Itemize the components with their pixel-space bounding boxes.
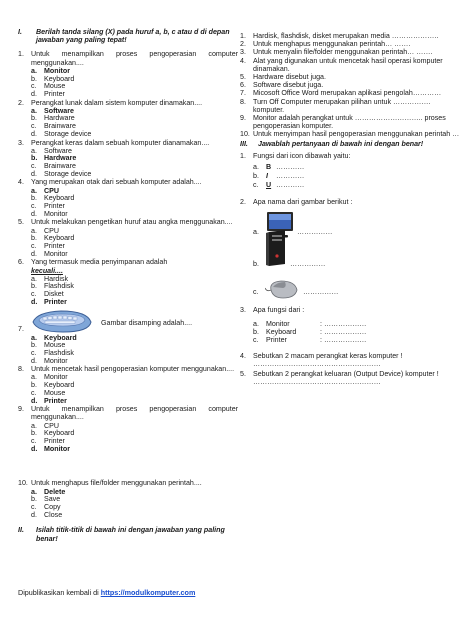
mouse-image (265, 278, 301, 300)
question-6 (18, 258, 238, 305)
fill-in-item (240, 130, 462, 138)
question-options (31, 187, 238, 218)
question-9 (18, 405, 238, 452)
option-letter: a. (31, 274, 37, 283)
option-text: Delete (44, 487, 66, 496)
option-text: Flashdisk (44, 348, 74, 357)
option-c[interactable] (31, 202, 238, 210)
option-text: Brainware (44, 122, 76, 131)
fill-in-item (240, 32, 462, 40)
question-row (18, 405, 238, 421)
section-1-number: I. (18, 28, 22, 36)
option-text: Monitor (44, 209, 68, 218)
question-4 (18, 178, 238, 217)
essay-question-5 (240, 370, 462, 378)
fill-in-number: 10. (240, 130, 250, 139)
essay-2-c-letter: c. (253, 288, 259, 297)
question-text: Untuk mencetak hasil pengoperasian komputer menggunakan.... (31, 365, 235, 374)
option-letter: a. (31, 186, 37, 195)
question-text: Untuk melakukan pengetikan huruf atau angka menggunakan.... (31, 218, 233, 227)
essay-4-answer-line: ……………………………………………… (253, 359, 381, 368)
option-b[interactable] (31, 341, 238, 349)
fill-in-text: Untuk menyimpan hasil pengoperasian menggunakan perintah … (253, 130, 460, 139)
option-b[interactable] (31, 282, 238, 290)
option-text: Brainware (44, 162, 76, 171)
option-c[interactable] (31, 349, 238, 357)
fill-in-text: Micosoft Office Word merupakan aplikasi pengolah………… (253, 89, 442, 98)
fill-in-item (240, 57, 462, 73)
question-options (31, 488, 238, 519)
fill-in-list (240, 32, 462, 139)
question-options (31, 147, 238, 178)
fill-in-item (240, 114, 462, 130)
option-c[interactable] (31, 162, 238, 170)
question-row (18, 178, 238, 186)
option-letter: b. (31, 381, 37, 390)
option-b[interactable] (31, 114, 238, 122)
essay-2-number: 2. (240, 198, 246, 207)
option-letter: c. (31, 388, 37, 397)
section-3-heading (240, 140, 462, 148)
essay-2-c-answer: …………… (303, 288, 339, 297)
question-row (18, 139, 238, 147)
fill-in-number: 7. (240, 89, 246, 98)
question-number: 1. (18, 50, 24, 59)
option-text: Printer (44, 202, 65, 211)
option-letter: b. (31, 154, 38, 163)
question-row (18, 99, 238, 107)
question-text: Yang merupakan otak dari sebuah komputer adalah.... (31, 178, 202, 187)
fill-in-text: Untuk menyalin file/folder menggunakan perintah… ……. (253, 48, 433, 57)
question-1 (18, 50, 238, 97)
question-row (18, 365, 238, 373)
option-letter: d. (31, 169, 37, 178)
option-letter: d. (31, 396, 38, 405)
section-1-instruction: Berilah tanda silang (X) pada huruf a, b, c atau d di depan jawaban yang paling tepat! (36, 28, 230, 45)
option-text: Keyboard (44, 74, 75, 83)
fill-in-number: 5. (240, 73, 246, 82)
essay-2-images (253, 206, 462, 304)
question-number: 5. (18, 218, 24, 227)
option-c[interactable] (31, 122, 238, 130)
option-letter: d. (31, 297, 38, 306)
option-a[interactable] (31, 187, 238, 195)
option-text: Mouse (44, 388, 66, 397)
mcq-list-1 (18, 50, 238, 305)
option-text: Printer (44, 396, 67, 405)
cpu-tower-image (265, 230, 287, 268)
option-d[interactable] (31, 298, 238, 306)
option-b[interactable] (31, 194, 238, 202)
function-item (253, 328, 462, 336)
option-a[interactable] (31, 373, 238, 381)
essay-question-1 (240, 152, 462, 160)
question-kecuali-line (31, 267, 238, 275)
option-c[interactable] (31, 242, 238, 250)
option-text: Copy (44, 502, 61, 511)
option-letter: c. (31, 437, 37, 446)
fill-in-number: 4. (240, 56, 246, 65)
option-letter: d. (31, 129, 37, 138)
fill-in-item (240, 89, 462, 97)
essay-3-number: 3. (240, 306, 246, 315)
essay-4-number: 4. (240, 351, 246, 360)
function-device: Printer (266, 335, 287, 344)
option-a[interactable] (31, 334, 238, 342)
question-row (18, 479, 238, 487)
option-text: Keyboard (44, 381, 75, 390)
section-2-heading (18, 526, 238, 542)
essay-5-text: Sebutkan 2 perangkat keluaran (Output Device) komputer ! (253, 369, 439, 378)
function-item (253, 336, 462, 344)
option-letter: b. (31, 114, 37, 123)
fill-in-item (240, 48, 462, 56)
question-2 (18, 99, 238, 138)
option-a[interactable] (31, 275, 238, 283)
option-letter: d. (31, 356, 37, 365)
function-answer: : ……………… (320, 328, 367, 337)
essay-2-item-c (253, 278, 338, 300)
option-letter: b. (31, 429, 37, 438)
option-letter: a. (31, 421, 37, 430)
option-text: Monitor (44, 444, 71, 453)
option-c[interactable] (31, 437, 238, 445)
format-icon-letter: a. (253, 163, 259, 172)
option-b[interactable] (31, 381, 238, 389)
option-text: Disket (44, 290, 64, 299)
option-letter: c. (31, 82, 37, 91)
essay-2-b-letter: b. (253, 260, 259, 269)
option-text: Keyboard (44, 333, 77, 342)
option-d[interactable] (31, 250, 238, 258)
question-row (18, 218, 238, 226)
question-options (31, 275, 238, 306)
question-number: 9. (18, 405, 24, 414)
question-options (31, 373, 238, 404)
option-b[interactable] (31, 429, 238, 437)
option-letter: c. (31, 502, 37, 511)
fill-in-text: Software disebut juga. (253, 81, 324, 90)
option-text: CPU (44, 186, 59, 195)
essay-2-b-answer: …………… (290, 260, 326, 269)
function-list (253, 320, 462, 343)
fill-in-item (240, 40, 462, 48)
option-letter: c. (31, 348, 37, 357)
essay-4-text: Sebutkan 2 macam perangkat keras komputer ! (253, 351, 403, 360)
question-3 (18, 139, 238, 178)
question-text: Perangkat keras dalam sebuah komputer dianamakan.... (31, 138, 210, 147)
question-number: 4. (18, 178, 24, 187)
function-item (253, 320, 462, 328)
essay-2-a-letter: a. (253, 228, 259, 237)
option-c[interactable] (31, 290, 238, 298)
option-b[interactable] (31, 154, 238, 162)
option-letter: b. (31, 74, 37, 83)
format-icon-item (253, 172, 462, 181)
format-icon-item (253, 163, 462, 172)
option-text: Mouse (44, 341, 66, 350)
essay-3-text: Apa fungsi dari : (253, 306, 305, 315)
format-icon-letter: b. (253, 172, 259, 181)
option-c[interactable] (31, 389, 238, 397)
essay-1-text: Fungsi dari icon dibawah yaitu: (253, 151, 351, 160)
format-icon-answer: ………… (276, 163, 305, 172)
section-3-number: III. (240, 139, 248, 148)
question-7-number: 7. (18, 325, 24, 334)
question-emphasis: kecuali.... (31, 266, 63, 275)
question-options (31, 227, 238, 258)
option-text: Monitor (44, 249, 68, 258)
question-7-options (31, 334, 238, 365)
question-text: Yang termasuk media penyimpanan adalah (31, 258, 168, 267)
section-3-instruction: Jawablah pertanyaan di bawah ini dengan benar! (258, 139, 424, 148)
option-d[interactable] (31, 397, 238, 405)
function-device: Keyboard (266, 328, 297, 337)
option-text: CPU (44, 421, 59, 430)
function-letter: c. (253, 335, 259, 344)
option-b[interactable] (31, 75, 238, 83)
option-letter: c. (31, 122, 37, 131)
option-b[interactable] (31, 234, 238, 242)
right-column (240, 32, 462, 386)
option-a[interactable] (31, 107, 238, 115)
option-text: Hardware (44, 114, 75, 123)
option-c[interactable] (31, 503, 238, 511)
option-text: Keyboard (44, 429, 75, 438)
fill-in-number: 3. (240, 48, 246, 57)
option-letter: a. (31, 146, 37, 155)
format-icon-answer: ………… (276, 181, 305, 190)
option-letter: c. (31, 202, 37, 211)
option-text: Storage device (44, 169, 92, 178)
question-number: 10. (18, 479, 28, 488)
option-letter: d. (31, 510, 37, 519)
keyboard-image (31, 308, 93, 334)
option-b[interactable] (31, 495, 238, 503)
function-letter: a. (253, 320, 259, 329)
option-letter: c. (31, 242, 37, 250)
option-a[interactable] (31, 67, 238, 75)
function-answer: : ……………… (320, 320, 367, 329)
question-10 (18, 479, 238, 518)
fill-in-text: Monitor adalah perangkat untuk ……………………….. proses pengoperasian komputer. (253, 114, 446, 131)
option-text: CPU (44, 226, 59, 235)
option-letter: a. (31, 333, 37, 342)
mcq-list-3 (18, 479, 238, 518)
section-1-heading (18, 28, 238, 44)
option-text: Software (44, 146, 72, 155)
option-text: Printer (44, 242, 65, 250)
essay-5-number: 5. (240, 369, 246, 378)
option-a[interactable] (31, 422, 238, 430)
fill-in-text: Turn Off Computer merupakan pilihan untuk ……………. komputer. (253, 97, 431, 114)
format-icon-u: U (266, 181, 272, 190)
option-letter: b. (31, 194, 37, 203)
question-options (31, 107, 238, 138)
format-icon-i: I (266, 172, 268, 181)
question-number: 2. (18, 98, 24, 107)
function-device: Monitor (266, 320, 290, 329)
option-a[interactable] (31, 147, 238, 155)
question-number: 3. (18, 138, 24, 147)
option-text: Software (44, 106, 74, 115)
option-text: Keyboard (44, 194, 75, 203)
option-letter: d. (31, 249, 37, 258)
format-icon-list (253, 163, 462, 190)
option-letter: d. (31, 444, 38, 453)
question-row (18, 50, 238, 66)
essay-question-4 (240, 352, 462, 360)
option-text: Mouse (44, 82, 66, 91)
option-text: Printer (44, 297, 67, 306)
option-letter: c. (31, 162, 37, 171)
format-icon-answer: ………… (276, 172, 305, 181)
option-d[interactable] (31, 210, 238, 218)
essay-question-3 (240, 306, 462, 314)
question-text: Perangkat lunak dalam sistem komputer dinamakan.... (31, 98, 203, 107)
fill-in-item (240, 81, 462, 89)
essay-2-item-b (253, 260, 325, 268)
essay-1-number: 1. (240, 151, 246, 160)
fill-in-item (240, 98, 462, 114)
section-2-number: II. (18, 526, 24, 535)
fill-in-number: 8. (240, 97, 246, 106)
option-text: Printer (44, 89, 65, 98)
fill-in-item (240, 73, 462, 81)
option-d[interactable] (31, 445, 238, 453)
option-letter: a. (31, 106, 37, 115)
option-letter: b. (31, 234, 37, 243)
option-text: Monitor (44, 66, 71, 75)
option-text: Hardware (44, 154, 77, 163)
essay-2-a-answer: …………… (297, 228, 333, 237)
mcq-list-2 (18, 365, 238, 452)
option-letter: a. (31, 226, 37, 235)
option-letter: b. (31, 282, 37, 291)
option-text: Storage device (44, 129, 92, 138)
option-letter: a. (31, 487, 37, 496)
question-8 (18, 365, 238, 404)
option-text: Hardisk (44, 274, 69, 283)
fill-in-text: Untuk menghapus menggunakan perintah… ……. (253, 40, 411, 49)
question-text: Untuk menampilkan proses pengoperasian computer menggunakan.... (31, 50, 238, 67)
fill-in-number: 2. (240, 40, 246, 49)
footer-prefix: Dipublikasikan kembali di (18, 588, 101, 597)
option-d[interactable] (31, 357, 238, 365)
question-options (31, 422, 238, 453)
option-text: Monitor (44, 373, 68, 382)
question-text: Untuk menghapus file/folder menggunakan perintah.... (31, 479, 202, 488)
fill-in-number: 1. (240, 32, 246, 40)
question-7-text: Gambar disamping adalah.... (101, 319, 193, 328)
option-d[interactable] (31, 130, 238, 138)
option-d[interactable] (31, 170, 238, 178)
format-icon-letter: c. (253, 181, 259, 190)
option-letter: d. (31, 89, 37, 98)
function-answer: : ……………… (320, 335, 367, 344)
question-5 (18, 218, 238, 257)
format-icon-item (253, 181, 462, 190)
fill-in-text: Hardware disebut juga. (253, 73, 326, 82)
section-2-instruction: Isilah titik-titik di bawah ini dengan jawaban yang paling benar! (36, 526, 225, 543)
question-row (18, 258, 238, 266)
question-text: Untuk menampilkan proses pengoperasian computer menggunakan.... (31, 405, 238, 422)
option-text: Monitor (44, 356, 68, 365)
question-number: 8. (18, 365, 24, 374)
option-d[interactable] (31, 511, 238, 519)
question-options (31, 67, 238, 98)
fill-in-number: 6. (240, 81, 246, 90)
essay-5-answer-line: ……………………………………………… (253, 378, 381, 387)
essay-question-2 (240, 198, 462, 206)
option-text: Flashdisk (44, 282, 74, 291)
footer-link[interactable]: https://modulkomputer.com (100, 588, 196, 597)
option-text: Close (44, 510, 63, 519)
fill-in-text: Alat yang digunakan untuk mencetak hasil operasi komputer dinamakan. (253, 56, 443, 73)
left-column (18, 28, 238, 549)
option-text: Keyboard (44, 234, 75, 243)
option-letter: b. (31, 341, 37, 350)
footer (18, 588, 195, 597)
essay-2-text: Apa nama dari gambar berikut : (253, 198, 353, 207)
question-7 (18, 308, 238, 365)
option-letter: a. (31, 66, 37, 75)
option-letter: d. (31, 209, 37, 218)
option-d[interactable] (31, 90, 238, 98)
option-a[interactable] (31, 227, 238, 235)
function-letter: b. (253, 328, 259, 337)
option-text: Printer (44, 437, 65, 446)
option-text: Save (44, 495, 61, 504)
format-icon-b: B (266, 163, 272, 172)
fill-in-number: 9. (240, 114, 246, 123)
option-a[interactable] (31, 488, 238, 496)
option-letter: c. (31, 290, 37, 299)
fill-in-text: Hardisk, flashdisk, disket merupakan media ……………….. (253, 32, 439, 40)
option-letter: b. (31, 495, 37, 504)
question-number: 6. (18, 258, 24, 267)
option-letter: a. (31, 373, 37, 382)
option-c[interactable] (31, 82, 238, 90)
